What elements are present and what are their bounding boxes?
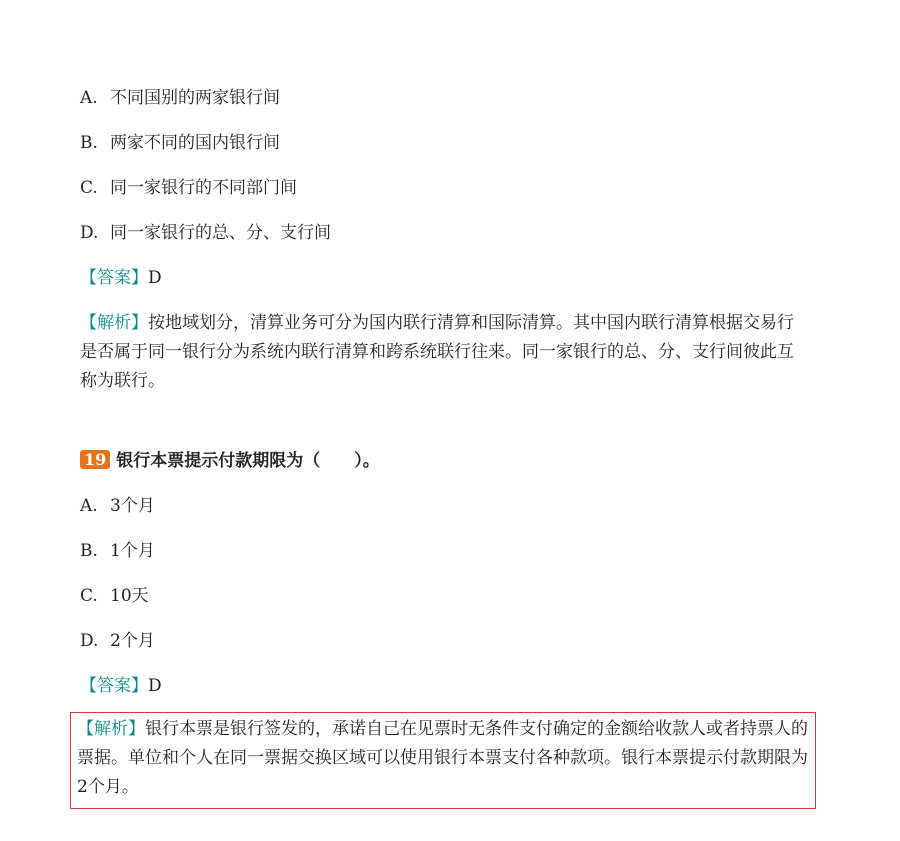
option-letter: D. <box>80 223 99 243</box>
analysis-tag: 【解析】 <box>80 313 148 333</box>
answer-value: D <box>148 268 162 288</box>
q18-analysis <box>80 309 810 396</box>
q19-analysis <box>77 715 809 802</box>
option-letter: A. <box>80 496 98 516</box>
q18-answer <box>80 268 162 288</box>
answer-tag: 【答案】 <box>80 268 148 288</box>
option-letter: B. <box>80 133 98 153</box>
q18-option-c <box>80 178 297 198</box>
q19-question <box>80 450 380 472</box>
question-text: 银行本票提示付款期限为（ ）。 <box>116 451 380 471</box>
q19-option-d <box>80 631 155 651</box>
q19-option-b <box>80 541 155 561</box>
option-text: 不同国别的两家银行间 <box>110 88 280 108</box>
q18-option-a <box>80 88 280 108</box>
answer-tag: 【答案】 <box>80 676 148 696</box>
option-text: 3个月 <box>110 496 155 516</box>
option-text: 两家不同的国内银行间 <box>110 133 280 153</box>
option-text: 同一家银行的总、分、支行间 <box>110 223 331 243</box>
q19-analysis-highlight-box <box>70 712 816 809</box>
answer-value: D <box>148 676 162 696</box>
option-text: 1个月 <box>110 541 155 561</box>
analysis-text: 银行本票是银行签发的，承诺自己在见票时无条件支付确定的金额给收款人或者持票人的票据。单位和个人在同一票据交换区域可以使用银行本票支付各种款项。银行本票提示付款期限为2个月。 <box>77 719 808 797</box>
option-letter: C. <box>80 586 98 606</box>
q19-option-c <box>80 586 149 606</box>
question-number-badge: 19 <box>80 450 110 469</box>
q19-answer <box>80 676 162 696</box>
option-text: 10天 <box>110 586 149 606</box>
option-letter: C. <box>80 178 98 198</box>
q18-option-d <box>80 223 331 243</box>
option-letter: A. <box>80 88 98 108</box>
option-letter: B. <box>80 541 98 561</box>
analysis-tag: 【解析】 <box>77 719 145 739</box>
analysis-text: 按地域划分，清算业务可分为国内联行清算和国际清算。其中国内联行清算根据交易行是否属于同一银行分为系统内联行清算和跨系统联行往来。同一家银行的总、分、支行间彼此互称为联行。 <box>80 313 794 391</box>
q19-option-a <box>80 496 155 516</box>
option-letter: D. <box>80 631 99 651</box>
q18-option-b <box>80 133 280 153</box>
option-text: 同一家银行的不同部门间 <box>110 178 297 198</box>
option-text: 2个月 <box>110 631 155 651</box>
